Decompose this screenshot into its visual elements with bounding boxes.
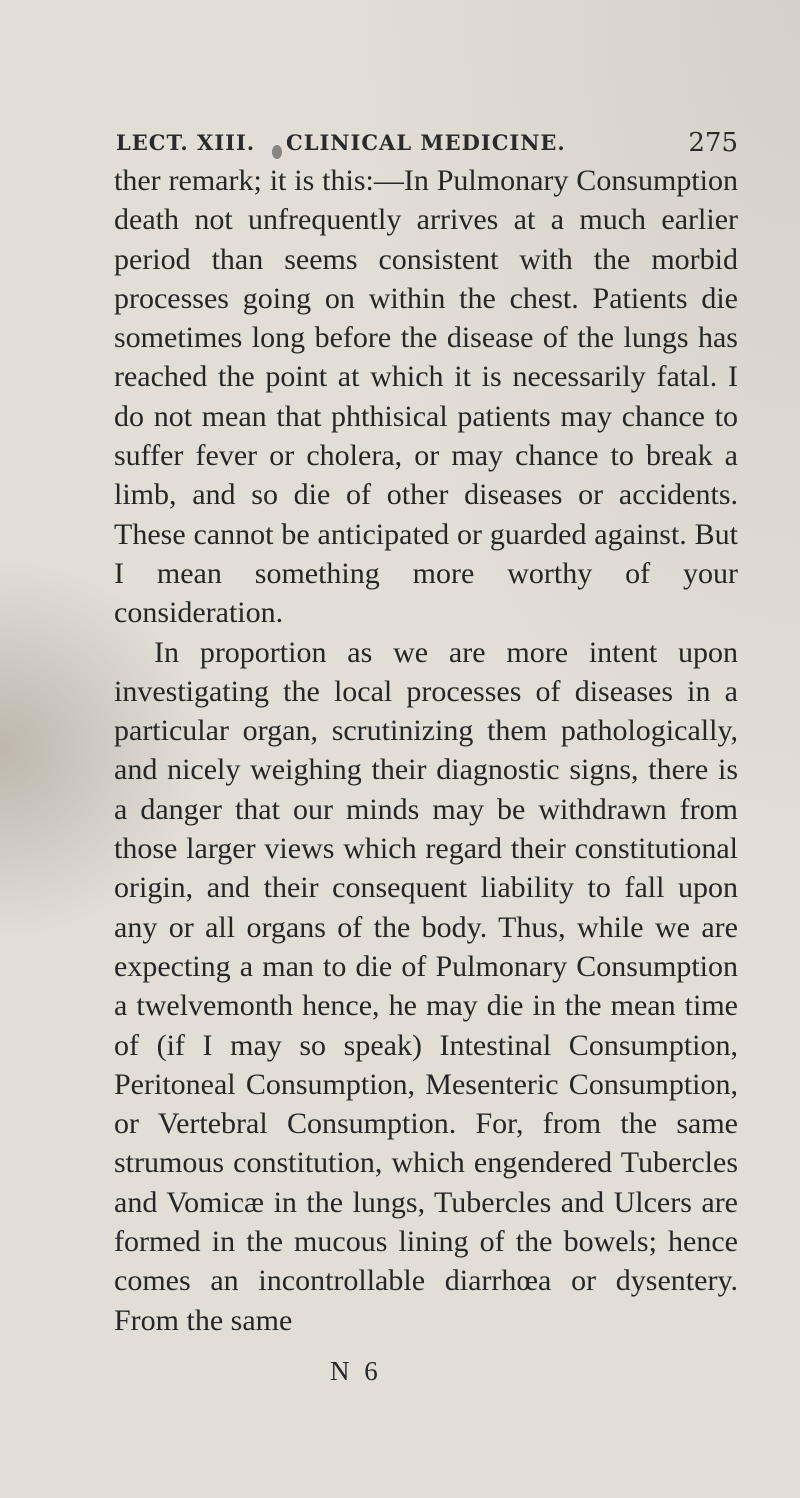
page-number: 275 bbox=[688, 128, 738, 158]
paragraph: In proportion as we are more intent upon investigating the local processes of diseases in a particular organ, scrutinizing them pathologically, and nicely weighing their diagnostic signs, there is a danger that our minds may be withdrawn from those larger views which regard their constitutional origin, and their consequent liability to fall upon any or all organs of the body. Thus, while we are expecting a man to die of Pulmonary Consumption a twelvemonth hence, he may die in the mean time of (if I may so speak) Intestinal Consumption, Peritoneal Consumption, Mesenteric Consumption, or Vertebral Consumption. For, from the same strumous constitution, which engendered Tubercles and Vomicæ in the lungs, Tubercles and Ulcers are formed in the mucous lining of the bowels; hence comes an incontrollable diarrhœa or dysentery. From the same bbox=[114, 635, 738, 1337]
running-title: CLINICAL MEDICINE. bbox=[286, 130, 566, 155]
signature-mark: N 6 bbox=[330, 1356, 382, 1386]
body-text bbox=[114, 161, 738, 1340]
lecture-number: LECT. XIII. bbox=[116, 130, 256, 155]
paragraph-continued: ther remark; it is this:—In Pulmonary Consumption death not unfrequently arrives at a much earlier period than seems consistent with the morbid processes going on within the chest. Patients die sometimes long before the disease of the lungs has reached the point at which it is necessarily fatal. I do not mean that phthisical patients may chance to suffer fever or cholera, or may chance to break a limb, and so die of other diseases or accidents. These cannot be anticipated or guarded against. But I mean something more worthy of your consideration. bbox=[114, 164, 738, 630]
